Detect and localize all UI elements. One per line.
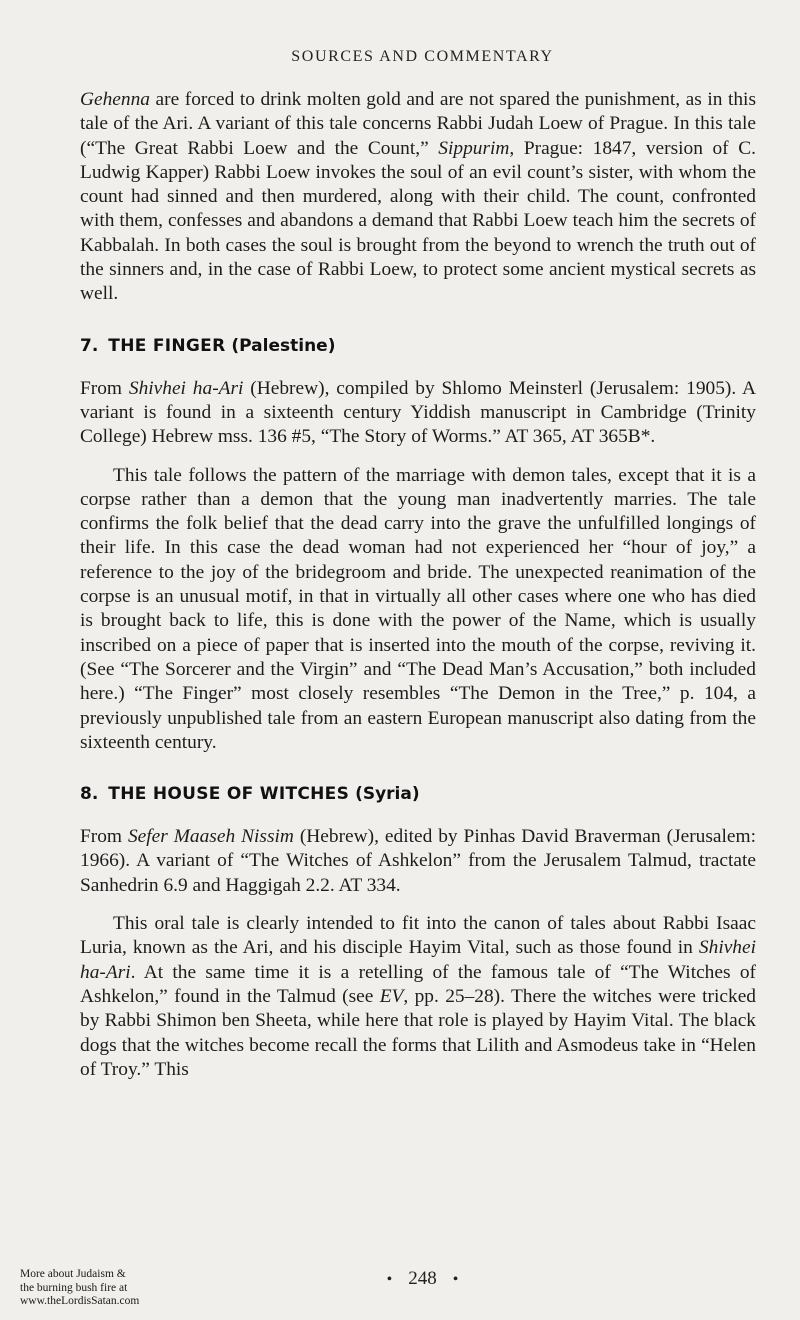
italic-text: EV — [379, 985, 404, 1007]
watermark-line: the burning bush fire at — [20, 1281, 128, 1294]
section-region: (Palestine) — [231, 335, 336, 356]
watermark-note — [20, 1268, 180, 1309]
text-run: From — [80, 377, 129, 399]
section-heading-7 — [80, 335, 756, 357]
page-number-value: 248 — [408, 1268, 437, 1289]
commentary-paragraph — [80, 464, 756, 756]
paragraph-continued — [80, 88, 756, 307]
italic-text: Sefer Maaseh Nissim — [127, 826, 294, 848]
text-run: . At the same time it is a retelling of the famous tale of “The Witches of Ashkelon,” found in the Talmud (see — [80, 961, 756, 1007]
commentary-paragraph — [80, 912, 756, 1082]
text-run: , Prague: 1847, version of C. Ludwig Kapper) Rabbi Loew invokes the soul of an evil count’s sister, with whom the count had sinned and then murdered, along with their child. The count, confronted with them, confesses and abandons a demand that Rabbi Loew teach him the secrets of Kabbalah. In both cases the soul is brought from the beyond to wrench the truth out of the sinners and, in the case of Rabbi Loew, to protect some ancient mystical secrets as well. — [80, 137, 756, 305]
text-run: , pp. 25–28). There the witches were tricked by Rabbi Shimon ben Sheeta, while here that role is played by Hayim Vital. The black dogs that the witches become recall the forms that Lilith and Asmodeus take in “Helen of Troy.” This — [80, 985, 756, 1080]
watermark-line: More about Judaism & — [20, 1268, 126, 1280]
page-body — [80, 88, 756, 1082]
text-run: (Hebrew), edited by Pinhas David Braverman (Jerusalem: 1966). A variant of “The Witches of Ashkelon” from the Jerusalem Talmud, tractate Sanhedrin 6.9 and Haggigah 2.2. AT 334. — [80, 826, 756, 896]
text-run: This oral tale is clearly intended to fit into the canon of tales about Rabbi Isaac Luria, known as the Ari, and his disciple Hayim Vital, such as those found in — [80, 913, 756, 959]
italic-text: Shivhei ha-Ari — [80, 937, 756, 983]
section-title: THE FINGER — [108, 335, 226, 356]
section-heading-8 — [80, 783, 756, 805]
source-paragraph — [80, 825, 756, 898]
source-paragraph — [80, 377, 756, 450]
text-run: From — [80, 826, 128, 848]
running-head: SOURCES AND COMMENTARY — [291, 48, 554, 65]
bullet-icon: • — [452, 1271, 459, 1288]
section-number: 7. — [80, 335, 99, 356]
section-region: (Syria) — [355, 784, 420, 805]
section-title: THE HOUSE OF WITCHES — [108, 784, 350, 805]
italic-text: Shivhei ha-Ari — [128, 377, 244, 399]
text-run: This tale follows the pattern of the marriage with demon tales, except that it is a corpse rather than a demon that the young man inadvertently marries. The tale confirms the folk belief that the dead carry into the grave the unfulfilled longings of their life. In this case the dead woman had not experienced her “hour of joy,” a reference to the joy of the bridegroom and bride. The unexpected reanimation of the corpse is an unusual motif, in that in virtually all other cases where one who has died is brought back to life, this is done with the power of the Name, which is usually inscribed on a piece of paper that is inserted into the mouth of the corpse, reviving it. (See “The Sorcerer and the Virgin” and “The Dead Man’s Accusation,” both included here.) “The Finger” most closely resembles “The Demon in the Tree,” p. 104, a previously unpublished tale from an eastern European manuscript also dating from the sixteenth century. — [80, 464, 756, 753]
text-run: (Hebrew), compiled by Shlomo Meinsterl (Jerusalem: 1905). A variant is found in a sixteenth century Yiddish manuscript in Cambridge (Trinity College) Hebrew mss. 136 #5, “The Story of Worms.” AT 365, AT 365B*. — [80, 377, 756, 448]
section-number: 8. — [80, 784, 99, 805]
bullet-icon: • — [386, 1271, 393, 1288]
text-run: are forced to drink molten gold and are not spared the punishment, as in this tale of the Ari. A variant of this tale concerns Rabbi Judah Loew of Prague. In this tale (“The Great Rabbi Loew and the Count,” — [80, 89, 756, 159]
italic-text: Gehenna — [80, 89, 150, 110]
watermark-url[interactable]: www.theLordisSatan.com — [20, 1295, 140, 1307]
italic-text: Sippurim — [438, 137, 510, 159]
